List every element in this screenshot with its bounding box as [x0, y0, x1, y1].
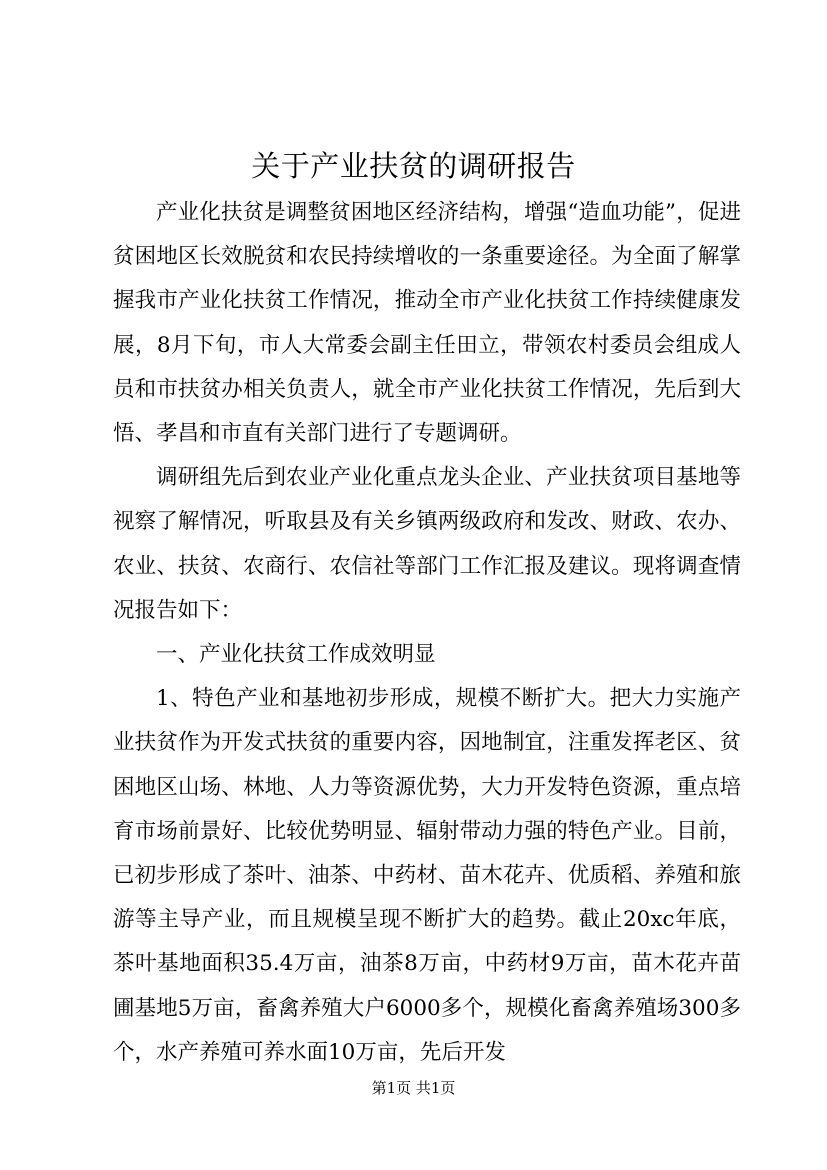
paragraph-intro: 产业化扶贫是调整贫困地区经济结构，增强“造血功能”，促进贫困地区长效脱贫和农民持续增收的一条重要途径。为全面了解掌握我市产业化扶贫工作情况，推动全市产业化扶贫工作持续健康发展，8月下旬，市人大常委会副主任田立，带领农村委员会组成人员和市扶贫办相关负责人，就全市产业化扶贫工作情况，先后到大悟、孝昌和市直有关部门进行了专题调研。 — [113, 200, 741, 447]
document-body — [113, 191, 741, 1075]
document-title: 关于产业扶贫的调研报告 — [251, 149, 576, 183]
section-heading: 一、产业化扶贫工作成效明显 — [156, 642, 436, 668]
paragraph-industry: 1、特色产业和基地初步形成，规模不断扩大。把大力实施产业扶贫作为开发式扶贫的重要内容，因地制宜，注重发挥老区、贫困地区山场、林地、人力等资源优势，大力开发特色资源，重点培育市场前景好、比较优势明显、辐射带动力强的特色产业。目前，已初步形成了茶叶、油茶、中药材、苗木花卉、优质稻、养殖和旅游等主导产业，而且规模呈现不断扩大的趋势。截止20xc年底，茶叶基地面积35.4万亩，油茶8万亩，中药材9万亩，苗木花卉苗圃基地5万亩，畜禽养殖大户6000多个，规模化畜禽养殖场300多个，水产养殖可养水面10万亩，先后开发 — [113, 686, 741, 1065]
paragraph-survey: 调研组先后到农业产业化重点龙头企业、产业扶贫项目基地等视察了解情况，听取县及有关乡镇两级政府和发改、财政、农办、农业、扶贫、农商行、农信社等部门工作汇报及建议。现将调查情况报告如下： — [113, 465, 741, 623]
page-footer: 第1页 共1页 — [371, 1079, 456, 1097]
